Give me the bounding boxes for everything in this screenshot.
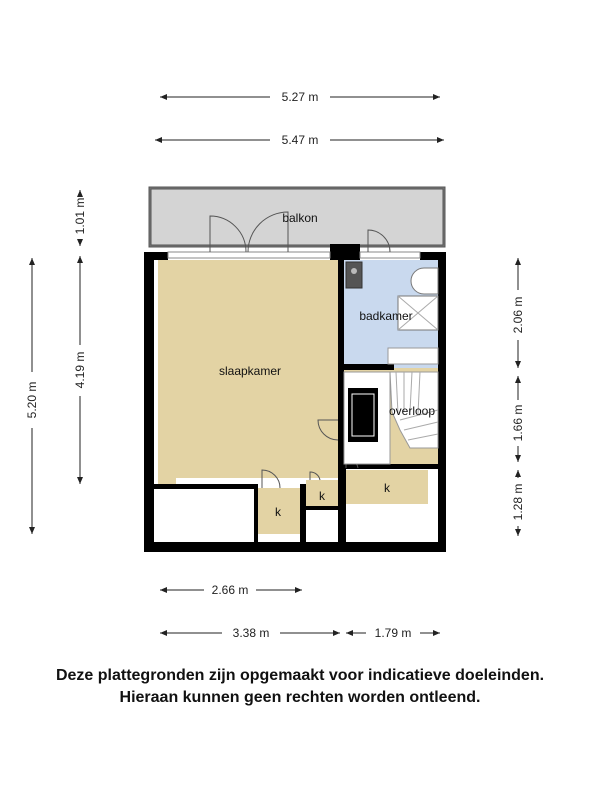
dim-left-total: 5.20 m: [25, 381, 39, 419]
bathroom-label: badkamer: [359, 309, 413, 323]
dim-bottom-alcove: 2.66 m: [211, 583, 249, 597]
windows: [168, 252, 420, 258]
balcony-label: balkon: [282, 211, 318, 225]
bedroom-label: slaapkamer: [218, 364, 282, 378]
dim-left-room: 4.19 m: [73, 351, 87, 389]
dim-top-outer: 5.47 m: [281, 133, 319, 147]
sink-cabinet: [346, 262, 362, 288]
closet-1-label: k: [275, 505, 281, 519]
dim-top-inner: 5.27 m: [281, 90, 319, 104]
closet-3-label: k: [384, 481, 390, 495]
disclaimer-line-2: Hieraan kunnen geen rechten worden ontleend.: [119, 689, 481, 706]
dim-right-landing: 1.66 m: [511, 404, 525, 442]
dim-left-balcony: 1.01 m: [73, 197, 87, 235]
dim-bottom-left: 3.38 m: [232, 626, 270, 640]
toilet: [411, 268, 438, 294]
closet-2-label: k: [319, 489, 325, 503]
disclaimer-line-1: Deze plattegronden zijn opgemaakt voor indicatieve doeleinden.: [55, 667, 545, 684]
washing-area: [388, 348, 438, 364]
dim-bottom-right: 1.79 m: [374, 626, 412, 640]
dim-right-bathroom: 2.06 m: [511, 296, 525, 334]
dim-right-closet: 1.28 m: [511, 483, 525, 521]
landing-label: overloop: [388, 404, 436, 418]
